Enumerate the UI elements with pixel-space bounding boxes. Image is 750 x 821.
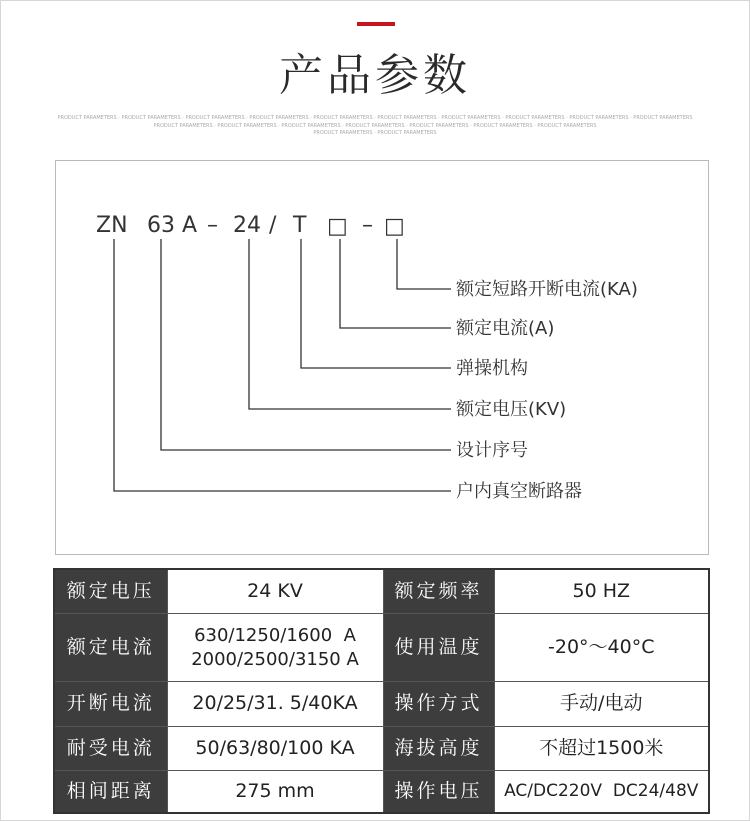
code-dash-1: – (207, 213, 218, 238)
value-rated-voltage: 24 KV (167, 569, 383, 613)
subtitle-line-3: PRODUCT PARAMETERS · PRODUCT PARAMETERS (313, 130, 437, 136)
table-row (54, 682, 709, 726)
subtitle-line-1: PRODUCT PARAMETERS · PRODUCT PARAMETERS · PRODUCT PARAMETERS · PRODUCT PARAMETERS · PRODUCT PARAMETERS · PRODUCT PARAMETERS · PRODUCT PARAMETERS · PRODUCT PARAMETERS · PRODUCT PARAMETERS · PRODUCT PARAMETERS (57, 115, 693, 121)
table-row (54, 569, 709, 613)
key-operating-temperature: 使用温度 (383, 613, 494, 682)
leader-line-breaking-current (397, 239, 451, 289)
value-withstand-current: 50/63/80/100 KA (167, 726, 383, 770)
value-breaking-current: 20/25/31. 5/40KA (167, 682, 383, 726)
spec-table (53, 568, 710, 814)
leader-line-design-number (161, 239, 451, 450)
label-indoor-breaker: 户内真空断路器 (456, 481, 582, 502)
table-row (54, 726, 709, 770)
value-rated-current-line-1: 630/1250/1600 A (194, 624, 356, 646)
label-rated-current: 额定电流(A) (456, 318, 555, 339)
code-slash: / (269, 213, 277, 238)
value-phase-distance: 275 mm (167, 771, 383, 813)
value-rated-frequency: 50 HZ (494, 569, 709, 613)
key-operating-voltage: 操作电压 (383, 771, 494, 813)
value-rated-current (167, 613, 383, 682)
code-dash-2: – (362, 213, 373, 238)
table-row (54, 613, 709, 682)
key-rated-voltage: 额定电压 (54, 569, 167, 613)
model-code-diagram (55, 160, 709, 555)
code-zn: ZN (96, 213, 128, 238)
key-altitude: 海拔高度 (383, 726, 494, 770)
label-breaking-current: 额定短路开断电流(KA) (456, 279, 638, 300)
leader-line-spring-mechanism (301, 239, 451, 368)
subtitle-line-2: PRODUCT PARAMETERS · PRODUCT PARAMETERS · PRODUCT PARAMETERS · PRODUCT PARAMETERS · PRODUCT PARAMETERS · PRODUCT PARAMETERS · PRODUCT PARAMETERS (153, 123, 597, 129)
key-phase-distance: 相间距离 (54, 771, 167, 813)
key-rated-frequency: 额定频率 (383, 569, 494, 613)
page-title: 产品参数 (279, 50, 471, 101)
leader-line-rated-current (340, 239, 451, 328)
value-operation-mode: 手动/电动 (494, 682, 709, 726)
table-row (54, 771, 709, 813)
label-rated-voltage: 额定电压(KV) (456, 399, 567, 420)
key-operation-mode: 操作方式 (383, 682, 494, 726)
label-design-number: 设计序号 (456, 440, 528, 461)
title-accent-bar (357, 22, 395, 26)
code-box-2: □ (384, 214, 405, 239)
key-rated-current: 额定电流 (54, 613, 167, 682)
model-code-svg (56, 161, 708, 554)
leader-line-indoor-breaker (114, 239, 451, 491)
code-t: T (293, 213, 307, 238)
value-operating-voltage: AC/DC220V DC24/48V (494, 771, 709, 813)
key-withstand-current: 耐受电流 (54, 726, 167, 770)
code-24: 24 (233, 213, 261, 238)
label-spring-mechanism: 弹操机构 (456, 358, 528, 379)
key-breaking-current: 开断电流 (54, 682, 167, 726)
value-rated-current-line-2: 2000/2500/3150 A (191, 648, 359, 670)
value-operating-temperature: -20°～40°C (494, 613, 709, 682)
value-altitude: 不超过1500米 (494, 726, 709, 770)
code-box-1: □ (327, 214, 348, 239)
code-a: A (182, 213, 198, 238)
code-63: 63 (147, 213, 175, 238)
leader-line-rated-voltage (249, 239, 451, 409)
